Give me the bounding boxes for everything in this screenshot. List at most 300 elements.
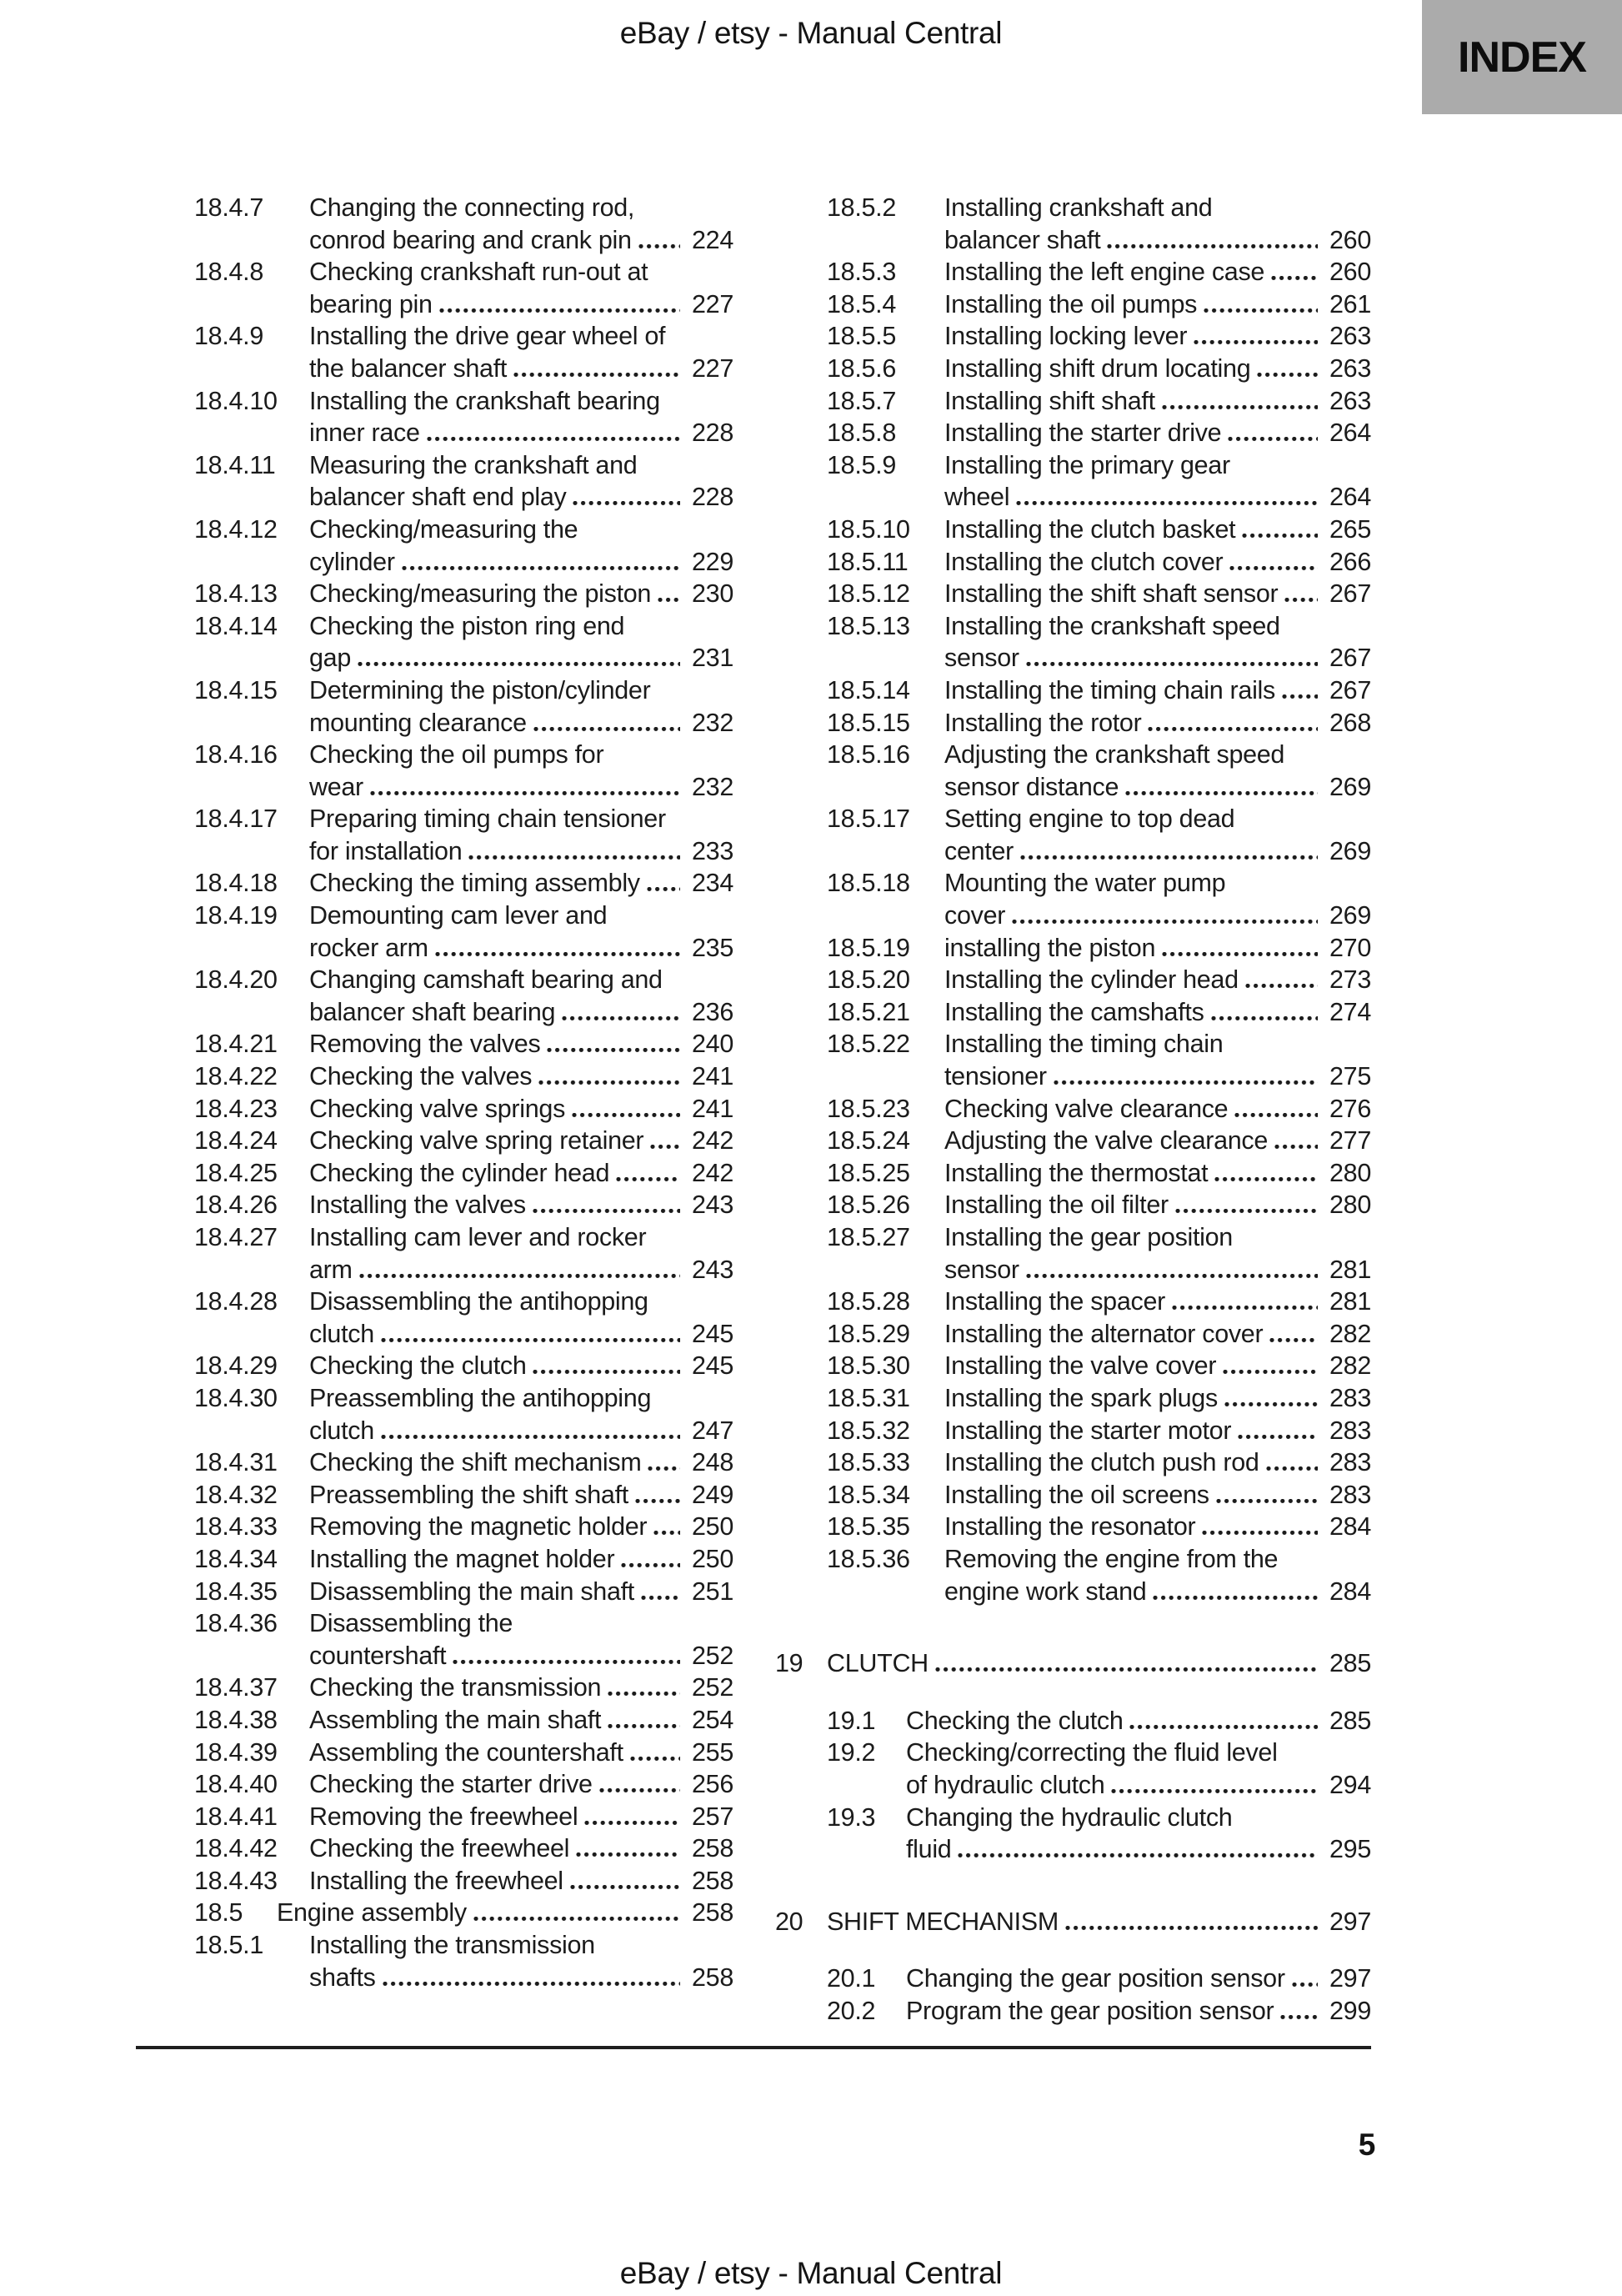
dot-leader: [1238, 1435, 1318, 1439]
toc-row: [194, 674, 733, 707]
entry-number: 20.1: [827, 1964, 876, 1993]
entry-page-number: 263: [1329, 322, 1371, 351]
entry-title: Installing the crankshaft speed: [944, 611, 1280, 640]
entry-page-number: 232: [692, 772, 733, 801]
entry-page-number: 282: [1329, 1351, 1371, 1381]
entry-page-number: 270: [1329, 933, 1371, 962]
toc-row: [194, 1093, 733, 1125]
dot-leader: [1065, 1926, 1318, 1930]
dot-leader: [359, 1274, 680, 1278]
toc-row: [775, 1511, 1371, 1543]
entry-title: Checking the timing assembly: [309, 869, 640, 898]
entry-page-number: 282: [1329, 1319, 1371, 1348]
entry-page-number: 277: [1329, 1126, 1371, 1156]
entry-number: 18.4.32: [194, 1480, 278, 1509]
toc-row: [194, 707, 733, 739]
entry-number: 18.5.11: [827, 547, 909, 576]
entry-title: fluid: [906, 1835, 952, 1864]
entry-page-number: 283: [1329, 1480, 1371, 1509]
toc-row: [775, 610, 1371, 643]
entry-number: 18.5.31: [827, 1383, 910, 1412]
toc-row: [775, 707, 1371, 739]
entry-number: 18.4.26: [194, 1191, 278, 1220]
entry-page-number: 280: [1329, 1191, 1371, 1220]
entry-page-number: 273: [1329, 965, 1371, 995]
dot-leader: [533, 727, 680, 731]
entry-number: 18.5.5: [827, 322, 896, 351]
entry-title: wheel: [944, 483, 1010, 512]
entry-number: 18.5.18: [827, 869, 910, 898]
entry-page-number: 235: [692, 933, 733, 962]
toc-row: [194, 1189, 733, 1221]
dot-leader: [1282, 694, 1318, 699]
entry-page-number: 252: [692, 1641, 733, 1670]
dot-leader: [1204, 308, 1318, 313]
entry-page-number: 263: [1329, 353, 1371, 383]
entry-title: Checking the transmission: [309, 1673, 602, 1702]
toc-row: [775, 320, 1371, 353]
entry-title: countershaft: [309, 1641, 447, 1670]
dot-leader: [570, 1885, 680, 1889]
dot-leader: [1175, 1209, 1318, 1213]
entry-title: Installing the valves: [309, 1191, 526, 1220]
entry-page-number: 299: [1329, 1996, 1371, 2025]
entry-number: 18.5.3: [827, 258, 896, 287]
entry-title: Installing the thermostat: [944, 1158, 1209, 1187]
toc-row: [775, 224, 1371, 257]
toc-row: [194, 224, 733, 257]
entry-title: sensor distance: [944, 772, 1119, 801]
entry-title: Checking the shift mechanism: [309, 1448, 642, 1477]
entry-title: Installing the spark plugs: [944, 1383, 1218, 1412]
entry-number: 18.5.14: [827, 675, 910, 704]
toc-row: [775, 1093, 1371, 1125]
entry-number: 20: [775, 1907, 803, 1936]
entry-page-number: 229: [692, 547, 733, 576]
entry-page-number: 295: [1329, 1835, 1371, 1864]
entry-page-number: 267: [1329, 675, 1371, 704]
entry-page-number: 297: [1329, 1907, 1371, 1936]
entry-page-number: 231: [692, 644, 733, 673]
dot-leader: [1016, 501, 1318, 505]
toc-row: [194, 514, 733, 546]
entry-number: 19.2: [827, 1738, 876, 1767]
entry-number: 18.4.20: [194, 965, 278, 995]
entry-page-number: 236: [692, 997, 733, 1026]
entry-title: Checking crankshaft run-out at: [309, 258, 648, 287]
toc-row: [194, 1962, 733, 1994]
entry-title: Installing the rotor: [944, 708, 1142, 737]
entry-number: 18.4.38: [194, 1705, 278, 1734]
toc-row: [194, 1865, 733, 1897]
dot-leader: [653, 1531, 680, 1535]
toc-row: [194, 964, 733, 996]
entry-number: 18.4.11: [194, 450, 276, 479]
entry-title: Installing the clutch push rod: [944, 1448, 1259, 1477]
entry-page-number: 247: [692, 1416, 733, 1445]
entry-title: sensor: [944, 644, 1019, 673]
entry-title: Checking valve clearance: [944, 1094, 1229, 1123]
toc-row: [194, 1832, 733, 1865]
toc-row: [775, 1125, 1371, 1157]
entry-title: Preassembling the shift shaft: [309, 1480, 628, 1509]
entry-title: Removing the valves: [309, 1030, 541, 1059]
toc-row: [194, 1929, 733, 1962]
toc-row: [775, 1995, 1371, 2028]
entry-number: 18.4.33: [194, 1512, 278, 1542]
toc-row: [775, 1576, 1371, 1608]
dot-leader: [1245, 984, 1318, 988]
entry-title: Installing the resonator: [944, 1512, 1196, 1542]
dot-leader: [1153, 1596, 1318, 1600]
entry-page-number: 283: [1329, 1383, 1371, 1412]
entry-title: Installing the alternator cover: [944, 1319, 1264, 1348]
entry-title: gap: [309, 644, 351, 673]
entry-title: Installing locking lever: [944, 322, 1188, 351]
entry-page-number: 284: [1329, 1577, 1371, 1606]
toc-right-column: [775, 192, 1371, 2027]
entry-title: clutch: [309, 1416, 374, 1445]
dot-leader: [1211, 1016, 1318, 1020]
toc-row: [194, 353, 733, 385]
entry-page-number: 256: [692, 1770, 733, 1799]
entry-title: mounting clearance: [309, 708, 527, 737]
entry-number: 18.4.7: [194, 193, 263, 222]
entry-number: 18.5.32: [827, 1416, 910, 1445]
entry-number: 18.4.27: [194, 1223, 278, 1251]
entry-title: CLUTCH: [827, 1649, 929, 1678]
entry-page-number: 283: [1329, 1448, 1371, 1477]
entry-number: 18.4.16: [194, 740, 278, 770]
entry-title: Installing the freewheel: [309, 1866, 563, 1895]
toc-row: [194, 1801, 733, 1833]
dot-leader: [538, 1080, 680, 1085]
entry-page-number: 241: [692, 1062, 733, 1091]
entry-page-number: 268: [1329, 708, 1371, 737]
toc-row: [194, 1737, 733, 1769]
entry-title: Checking/measuring the: [309, 514, 578, 544]
entry-number: 18.4.8: [194, 258, 263, 287]
toc-row: [194, 900, 733, 932]
toc-row: [194, 192, 733, 224]
entry-number: 18.5.10: [827, 514, 910, 544]
dot-leader: [608, 1692, 680, 1696]
entry-title: Assembling the countershaft: [309, 1737, 623, 1767]
toc-row: [194, 1607, 733, 1640]
entry-number: 18.4.24: [194, 1126, 278, 1156]
entry-number: 18.5: [194, 1898, 243, 1928]
entry-page-number: 285: [1329, 1649, 1371, 1678]
entry-title: Mounting the water pump: [944, 869, 1226, 898]
dot-leader: [1054, 1080, 1318, 1085]
dot-leader: [641, 1596, 680, 1600]
entry-page-number: 228: [692, 419, 733, 448]
entry-title: Demounting cam lever and: [309, 901, 608, 930]
dot-leader: [1129, 1725, 1318, 1729]
toc-row: [194, 1382, 733, 1415]
entry-page-number: 233: [692, 836, 733, 865]
dot-leader: [1012, 920, 1318, 924]
toc-row: [775, 1382, 1371, 1415]
index-tab-label: INDEX: [1458, 33, 1586, 82]
dot-leader: [1223, 1370, 1318, 1374]
toc-row: [775, 835, 1371, 868]
toc-row: [194, 739, 733, 771]
entry-page-number: 294: [1329, 1770, 1371, 1799]
dot-leader: [573, 501, 680, 505]
toc-row: [775, 996, 1371, 1029]
entry-number: 20.2: [827, 1996, 876, 2025]
dot-leader: [1194, 340, 1318, 344]
toc-row: [194, 867, 733, 900]
entry-page-number: 269: [1329, 772, 1371, 801]
entry-number: 18.4.36: [194, 1609, 278, 1638]
dot-leader: [958, 1853, 1318, 1857]
entry-number: 18.5.36: [827, 1544, 910, 1573]
dot-leader: [1229, 566, 1318, 570]
entry-title: Installing the clutch cover: [944, 547, 1224, 576]
entry-page-number: 250: [692, 1544, 733, 1573]
folio-page-number: 5: [1358, 2128, 1375, 2162]
entry-page-number: 276: [1329, 1094, 1371, 1123]
entry-title: Installing the shift shaft sensor: [944, 579, 1279, 609]
toc-row: [194, 1511, 733, 1543]
toc-row: [194, 996, 733, 1029]
dot-leader: [1020, 855, 1318, 860]
entry-title: Adjusting the valve clearance: [944, 1126, 1269, 1156]
dot-leader: [1280, 2015, 1318, 2019]
dot-leader: [562, 1016, 680, 1020]
entry-title: balancer shaft end play: [309, 483, 567, 512]
dot-leader: [1274, 1145, 1318, 1149]
entry-page-number: 228: [692, 483, 733, 512]
entry-title: arm: [309, 1255, 353, 1284]
entry-number: 18.5.35: [827, 1512, 910, 1542]
entry-page-number: 243: [692, 1255, 733, 1284]
toc-row: [194, 610, 733, 643]
entry-title: tensioner: [944, 1062, 1047, 1091]
dot-leader: [370, 791, 680, 795]
entry-title: Installing the oil pumps: [944, 289, 1198, 318]
toc-row: [194, 803, 733, 835]
entry-number: 18.5.26: [827, 1191, 910, 1220]
entry-title: Setting engine to top dead: [944, 805, 1235, 834]
entry-title: bearing pin: [309, 289, 433, 318]
toc-row: [775, 1221, 1371, 1254]
entry-number: 18.5.19: [827, 933, 910, 962]
entry-page-number: 240: [692, 1030, 733, 1059]
toc-row: [775, 739, 1371, 771]
index-tab: [1422, 0, 1622, 114]
entry-title: Removing the engine from the: [944, 1544, 1279, 1573]
dot-leader: [439, 308, 680, 313]
entry-title: Changing the connecting rod,: [309, 193, 635, 222]
entry-title: balancer shaft bearing: [309, 997, 556, 1026]
toc-row: [194, 1157, 733, 1190]
toc-row: [194, 546, 733, 579]
entry-title: Installing the primary gear: [944, 450, 1230, 479]
entry-page-number: 249: [692, 1480, 733, 1509]
dot-leader: [599, 1788, 680, 1792]
entry-number: 18.4.12: [194, 514, 278, 544]
entry-page-number: 297: [1329, 1964, 1371, 1993]
toc-row: [194, 1704, 733, 1737]
entry-page-number: 260: [1329, 225, 1371, 254]
entry-title: inner race: [309, 419, 420, 448]
entry-page-number: 263: [1329, 386, 1371, 415]
dot-leader: [402, 566, 680, 570]
entry-number: 18.5.29: [827, 1319, 910, 1348]
entry-title: of hydraulic clutch: [906, 1770, 1105, 1799]
entry-title: Determining the piston/cylinder: [309, 675, 651, 704]
footer-divider-rule: [136, 2046, 1371, 2049]
dot-leader: [572, 1113, 680, 1117]
toc-row: [194, 385, 733, 418]
entry-number: 18.5.27: [827, 1223, 910, 1251]
entry-title: Disassembling the: [309, 1609, 513, 1638]
entry-page-number: 224: [692, 225, 733, 254]
entry-number: 18.4.39: [194, 1737, 278, 1767]
entry-number: 18.5.15: [827, 708, 910, 737]
toc-row: [194, 1640, 733, 1672]
dot-leader: [547, 1048, 680, 1052]
entry-number: 18.5.34: [827, 1480, 910, 1509]
toc-row: [194, 1221, 733, 1254]
entry-number: 18.5.20: [827, 965, 910, 995]
entry-number: 18.4.31: [194, 1448, 278, 1477]
entry-number: 18.4.42: [194, 1834, 278, 1863]
entry-title: the balancer shaft: [309, 353, 508, 383]
toc-row: [194, 1576, 733, 1608]
entry-title: Installing the timing chain: [944, 1030, 1224, 1059]
dot-leader: [1172, 1306, 1318, 1310]
dot-leader: [1216, 1499, 1318, 1503]
toc-row: [775, 1157, 1371, 1190]
footer-title: eBay / etsy - Manual Central: [619, 2256, 1003, 2290]
dot-leader: [635, 1499, 680, 1503]
entry-title: Checking the piston ring end: [309, 611, 625, 640]
toc-row: [194, 320, 733, 353]
toc-row: [775, 1705, 1371, 1737]
entry-page-number: 245: [692, 1351, 733, 1381]
entry-number: 18.4.37: [194, 1673, 278, 1702]
toc-row: [775, 1769, 1371, 1802]
toc-row: [194, 288, 733, 321]
dot-leader: [473, 1917, 680, 1921]
toc-row: [194, 1254, 733, 1286]
entry-title: for installation: [309, 836, 463, 865]
entry-number: 18.4.19: [194, 901, 278, 930]
entry-title: cover: [944, 901, 1006, 930]
entry-page-number: 267: [1329, 644, 1371, 673]
toc-row: [775, 1737, 1371, 1769]
dot-leader: [1284, 598, 1318, 602]
toc-row: [775, 1543, 1371, 1576]
toc-row: [775, 1833, 1371, 1866]
toc-row: [775, 1060, 1371, 1093]
entry-page-number: 281: [1329, 1255, 1371, 1284]
entry-title: Installing the drive gear wheel of: [309, 322, 666, 351]
dot-leader: [648, 1466, 680, 1471]
dot-leader: [381, 1338, 680, 1342]
entry-page-number: 284: [1329, 1512, 1371, 1542]
entry-title: Disassembling the antihopping: [309, 1287, 648, 1316]
entry-title: Removing the magnetic holder: [309, 1512, 648, 1542]
entry-page-number: 227: [692, 289, 733, 318]
toc-row: [194, 642, 733, 674]
entry-page-number: 248: [692, 1448, 733, 1477]
entry-title: Assembling the main shaft: [309, 1705, 602, 1734]
dot-leader: [1026, 1274, 1318, 1278]
entry-title: Installing the camshafts: [944, 997, 1204, 1026]
entry-number: 19.1: [827, 1706, 876, 1735]
dot-leader: [1214, 1177, 1318, 1181]
toc-row: [194, 1028, 733, 1060]
dot-leader: [1242, 534, 1318, 538]
entry-page-number: 264: [1329, 483, 1371, 512]
toc-row: [775, 1446, 1371, 1479]
dot-leader: [533, 1209, 680, 1213]
entry-number: 18.5.30: [827, 1351, 910, 1381]
entry-number: 18.4.30: [194, 1383, 278, 1412]
dot-leader: [358, 662, 680, 666]
entry-title: Changing the hydraulic clutch: [906, 1802, 1233, 1832]
dot-leader: [1292, 1983, 1318, 1987]
entry-number: 18.4.25: [194, 1158, 278, 1187]
entry-page-number: 264: [1329, 419, 1371, 448]
entry-title: Removing the freewheel: [309, 1802, 578, 1831]
entry-number: 18.4.17: [194, 805, 278, 834]
entry-page-number: 245: [692, 1319, 733, 1348]
dot-leader: [616, 1177, 680, 1181]
entry-title: Installing the oil filter: [944, 1191, 1169, 1220]
entry-page-number: 250: [692, 1512, 733, 1542]
entry-page-number: 269: [1329, 836, 1371, 865]
entry-number: 18.4.22: [194, 1062, 278, 1091]
entry-number: 18.5.6: [827, 353, 896, 383]
dot-leader: [630, 1757, 680, 1761]
entry-title: cylinder: [309, 547, 395, 576]
toc-row: [775, 192, 1371, 224]
dot-leader: [584, 1821, 680, 1825]
entry-number: 18.4.40: [194, 1770, 278, 1799]
entry-title: Installing shift drum locating: [944, 353, 1251, 383]
entry-title: Checking/correcting the fluid level: [906, 1738, 1278, 1767]
entry-title: Installing the gear position: [944, 1223, 1233, 1251]
entry-title: engine work stand: [944, 1577, 1147, 1606]
entry-title: Checking valve springs: [309, 1094, 566, 1123]
dot-leader: [468, 855, 680, 860]
entry-title: Checking the clutch: [906, 1706, 1124, 1735]
entry-title: wear: [309, 772, 363, 801]
entry-page-number: 257: [692, 1802, 733, 1831]
entry-page-number: 265: [1329, 514, 1371, 544]
entry-title: Disassembling the main shaft: [309, 1577, 634, 1606]
toc-row: [775, 867, 1371, 900]
entry-title: Installing the spacer: [944, 1287, 1165, 1316]
dot-leader: [1271, 276, 1318, 280]
toc-row: [775, 481, 1371, 514]
entry-title: Installing the valve cover: [944, 1351, 1217, 1381]
entry-page-number: 266: [1329, 547, 1371, 576]
toc-row: [194, 1415, 733, 1447]
entry-number: 18.5.13: [827, 611, 910, 640]
dot-leader: [638, 244, 680, 248]
toc-row: [775, 578, 1371, 610]
entry-title: clutch: [309, 1319, 374, 1348]
toc-row: [775, 642, 1371, 674]
dot-leader: [647, 887, 680, 891]
